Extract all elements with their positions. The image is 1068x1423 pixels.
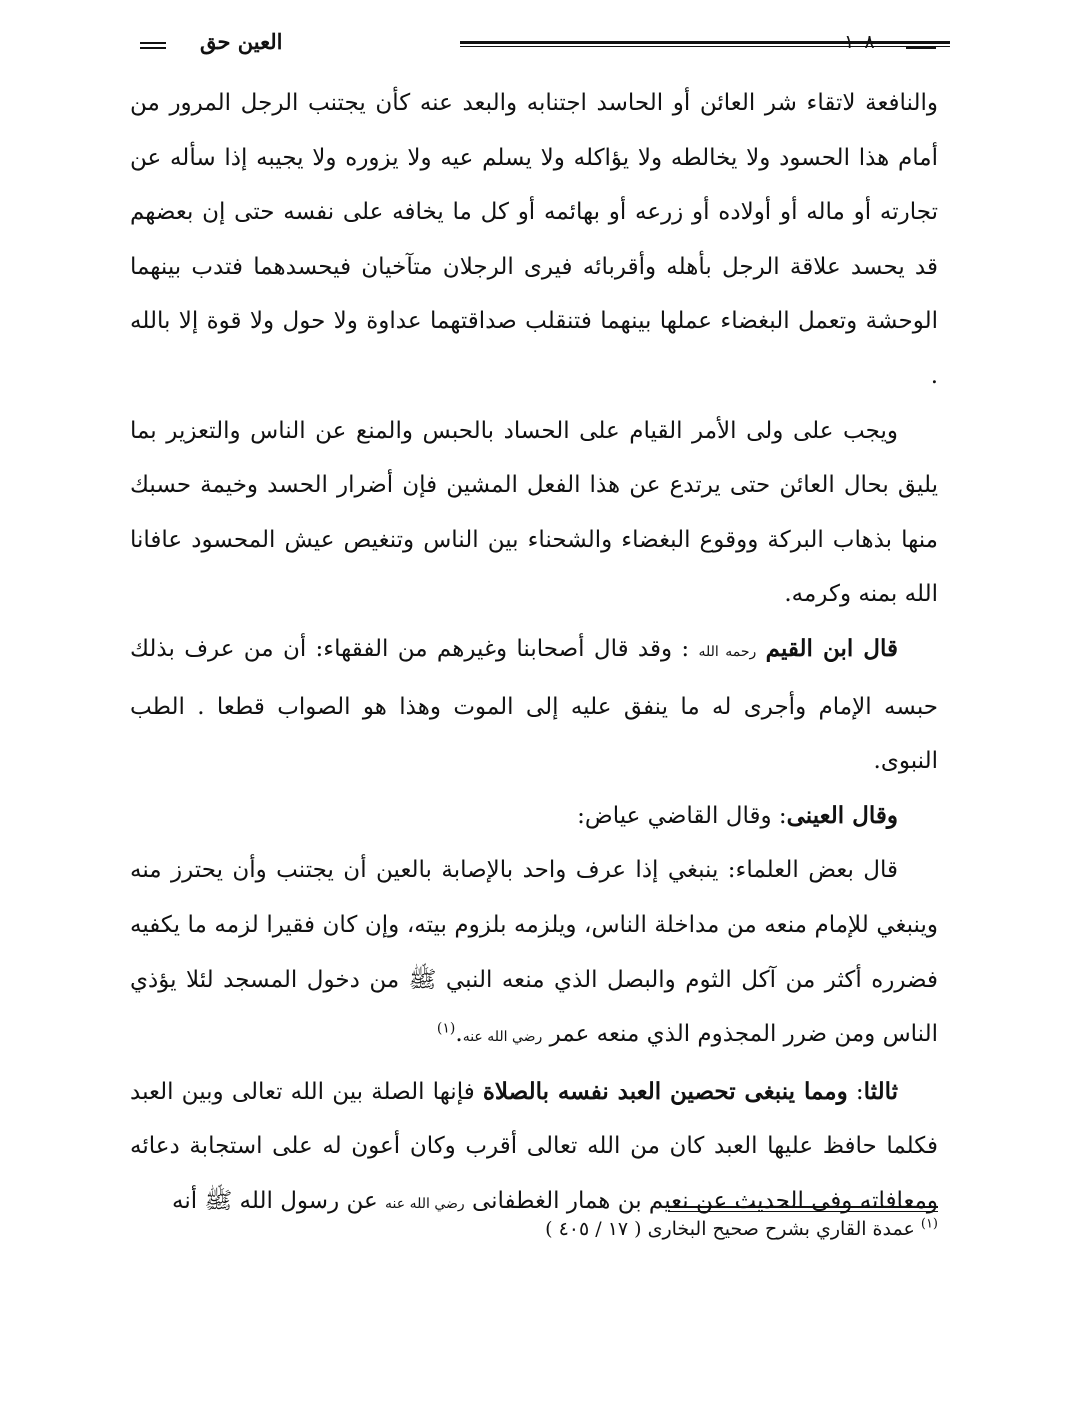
header-ornament-left xyxy=(140,42,166,44)
header-ornament-left-lower xyxy=(140,47,166,49)
footnote-rule-thin xyxy=(668,1211,938,1212)
body-text xyxy=(130,76,938,1231)
footnote-rule xyxy=(668,1206,938,1208)
section-colon: : xyxy=(847,1078,864,1105)
paragraph-6-end: عن رسول الله ﷺ أنه xyxy=(172,1187,386,1214)
footnote xyxy=(300,1214,938,1244)
section-marker-third: ثالثا xyxy=(863,1077,898,1105)
honorific-glyph: رضي الله عنه xyxy=(385,1195,465,1212)
header-ornament-right xyxy=(906,47,936,49)
section-heading-prayer: ومما ينبغى تحصين العبد نفسه بالصلاة xyxy=(482,1077,848,1105)
honorific-glyph: رضي الله عنه xyxy=(462,1029,543,1046)
paragraph-3-text: : وقد قال أصحابنا وغيرهم من الفقهاء: أن من عرف بذلك حبسه الإمام وأجرى له ما ينفق عليه إلى الموت وهذا هو الصواب قطعا . الطب النبوى. xyxy=(130,635,938,775)
paragraph-4 xyxy=(130,789,938,844)
header-rule xyxy=(460,41,950,44)
page-number: ١٠٨ xyxy=(844,31,875,53)
header-rule-thin xyxy=(460,46,950,47)
paragraph-5 xyxy=(130,843,938,1064)
running-header xyxy=(130,30,938,54)
footnote-reference: (١) xyxy=(436,1020,456,1037)
paragraph-2: ويجب على ولى الأمر القيام على الحساد بالحبس والمنع عن الناس والتعزير بما يليق بحال العائن حتى يرتدع عن هذا الفعل المشين فإن أضرار الحسد وخيمة حسبك منها بذهاب البركة ووقوع البغضاء والشحناء بين الناس وتنغيص عيش المحسود عافانا الله بمنه وكرمه. xyxy=(130,417,938,608)
paragraph-6-text: فإنها الصلة بين الله تعالى وبين العبد فكلما حافظ عليها العبد كان من الله تعالى أقرب وكان أعون له على استجابة دعائه ومعافاته وفى الحديث عن نعيم بن همار الغطفانى xyxy=(130,1078,938,1214)
paragraph-1: والنافعة لاتقاء شر العائن أو الحاسد اجتنابه والبعد عنه كأن يجتنب الرجل المرور من أمام هذا الحسود ولا يخالطه ولا يؤاكله ولا يسلم عيه ولا يزوره ولا يجيبه إذا سأله عن تجارته أو ماله أو أولاده أو زرعه أو بهائمه أو كل ما يخافه على نفسه حتى إن بعضهم قد يحسد علاقة الرجل بأهله وأقربائه فيرى الرجلان متآخيان فيحسدهما فتدب بينهما الوحشة وتعمل البغضاء عملها بينهما فتنقلب صداقتهما عداوة ولا حول ولا قوة إلا بالله . xyxy=(130,90,938,389)
paragraph-5-text: قال بعض العلماء: ينبغي إذا عرف واحد بالإصابة بالعين أن يجتنب وأن يحترز منه وينبغي للإمام منعه من مداخلة الناس، ويلزمه بلزوم بيته، وإن كان فقيرا لزمه ما يكفيه فضرره أكثر من آكل الثوم والبصل الذي منعه النبي ﷺ من دخول المسجد لئلا يؤذي الناس ومن ضرر المجذوم الذي منعه عمر xyxy=(130,857,938,1048)
footnote-text: عمدة القاري بشرح صحيح البخارى ( ١٧ / ٤٠٥ ) xyxy=(545,1218,921,1240)
paragraph-5-end: . xyxy=(455,1021,463,1048)
paragraph-3 xyxy=(130,622,938,789)
quote-source-ibn-alqayyim: قال ابن القيم xyxy=(765,634,899,662)
honorific-glyph: رحمه الله xyxy=(698,643,757,660)
footnote-mark: (١) xyxy=(920,1216,938,1232)
quote-source-alaini: وقال العينى xyxy=(786,801,898,829)
chapter-title: العين حق xyxy=(200,29,283,54)
paragraph-4-text: : وقال القاضي عياض: xyxy=(577,802,787,829)
